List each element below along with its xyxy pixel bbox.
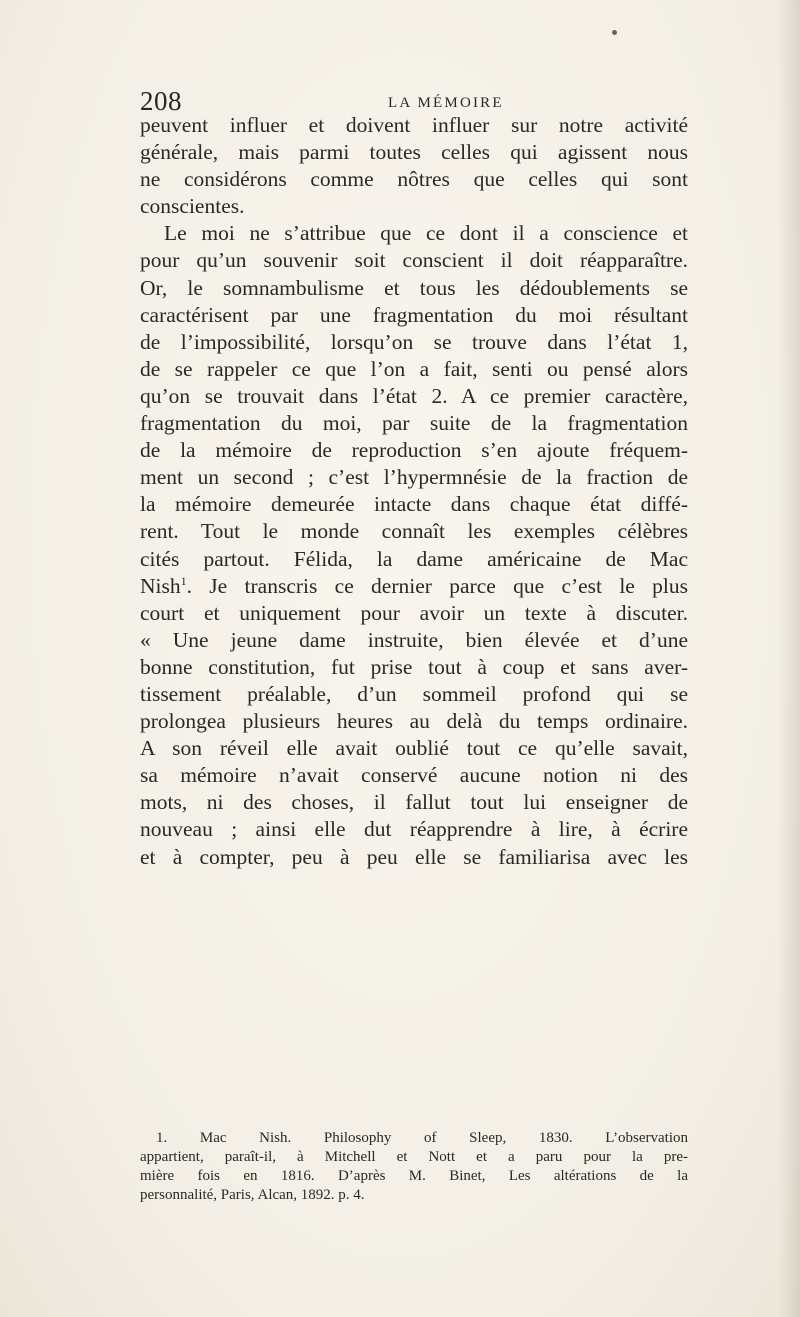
footnote-line: appartient, paraît-il, à Mitchell et Nott et a paru pour la pre- (140, 1149, 688, 1165)
text-line: Le moi ne s’attribue que ce dont il a conscience et (164, 221, 688, 246)
text-line: prolongea plusieurs heures au delà du temps ordinaire. (140, 709, 688, 734)
text-line: mots, ni des choses, il fallut tout lui enseigner de (140, 790, 688, 815)
text-line: fragmentation du moi, par suite de la fragmentation (140, 411, 688, 436)
ink-dot (612, 30, 617, 35)
text-line: la mémoire demeurée intacte dans chaque état diffé- (140, 492, 688, 517)
footnote-line: mière fois en 1816. D’après M. Binet, Les altérations de la (140, 1168, 688, 1184)
text-line: ment un second ; c’est l’hypermnésie de la fraction de (140, 465, 688, 490)
text-line: caractérisent par une fragmentation du moi résultant (140, 302, 688, 327)
text-line: générale, mais parmi toutes celles qui agissent nous (140, 140, 688, 165)
text-line: sa mémoire n’avait conservé aucune notion ni des (140, 763, 688, 788)
text-line: de l’impossibilité, lorsqu’on se trouve dans l’état 1, (140, 329, 688, 354)
text-fragment: . Je transcris ce dernier parce que c’est le plus (186, 573, 688, 598)
text-line: de se rappeler ce que l’on a fait, senti ou pensé alors (140, 356, 688, 381)
text-line: ne considérons comme nôtres que celles qui sont (140, 167, 688, 192)
text-line: nouveau ; ainsi elle dut réapprendre à lire, à écrire (140, 817, 688, 842)
text-fragment: Nish (140, 573, 181, 598)
footnote-line: personnalité, Paris, Alcan, 1892. p. 4. (140, 1187, 365, 1203)
text-line: Or, le somnambulisme et tous les dédoublements se (140, 275, 688, 300)
text-line: de la mémoire de reproduction s’en ajoute fréquem- (140, 438, 688, 463)
text-line (140, 573, 688, 600)
running-title: LA MÉMOIRE (388, 95, 504, 111)
footnotes (140, 1129, 688, 1205)
text-line: cités partout. Félida, la dame américaine de Mac (140, 546, 688, 571)
page-edge-shadow (778, 0, 800, 1317)
text-line: tissement préalable, d’un sommeil profond qui se (140, 681, 688, 706)
footnote-reference: 1 (180, 573, 187, 588)
body-text (140, 112, 688, 871)
footnote-line: 1. Mac Nish. Philosophy of Sleep, 1830. L’observation (156, 1130, 688, 1146)
text-line: pour qu’un souvenir soit conscient il doit réapparaître. (140, 248, 688, 273)
text-line: bonne constitution, fut prise tout à coup et sans aver- (140, 654, 688, 679)
text-line: peuvent influer et doivent influer sur notre activité (140, 113, 688, 137)
text-line: « Une jeune dame instruite, bien élevée et d’une (140, 627, 688, 652)
page-number: 208 (140, 86, 182, 116)
text-line: court et uniquement pour avoir un texte à discuter. (140, 600, 688, 625)
text-line: et à compter, peu à peu elle se familiarisa avec les (140, 844, 688, 869)
text-line: A son réveil elle avait oublié tout ce qu’elle savait, (140, 736, 688, 761)
text-line: rent. Tout le monde connaît les exemples célèbres (140, 519, 688, 544)
text-line: qu’on se trouvait dans l’état 2. A ce premier caractère, (140, 383, 688, 408)
text-line: conscientes. (140, 194, 245, 219)
